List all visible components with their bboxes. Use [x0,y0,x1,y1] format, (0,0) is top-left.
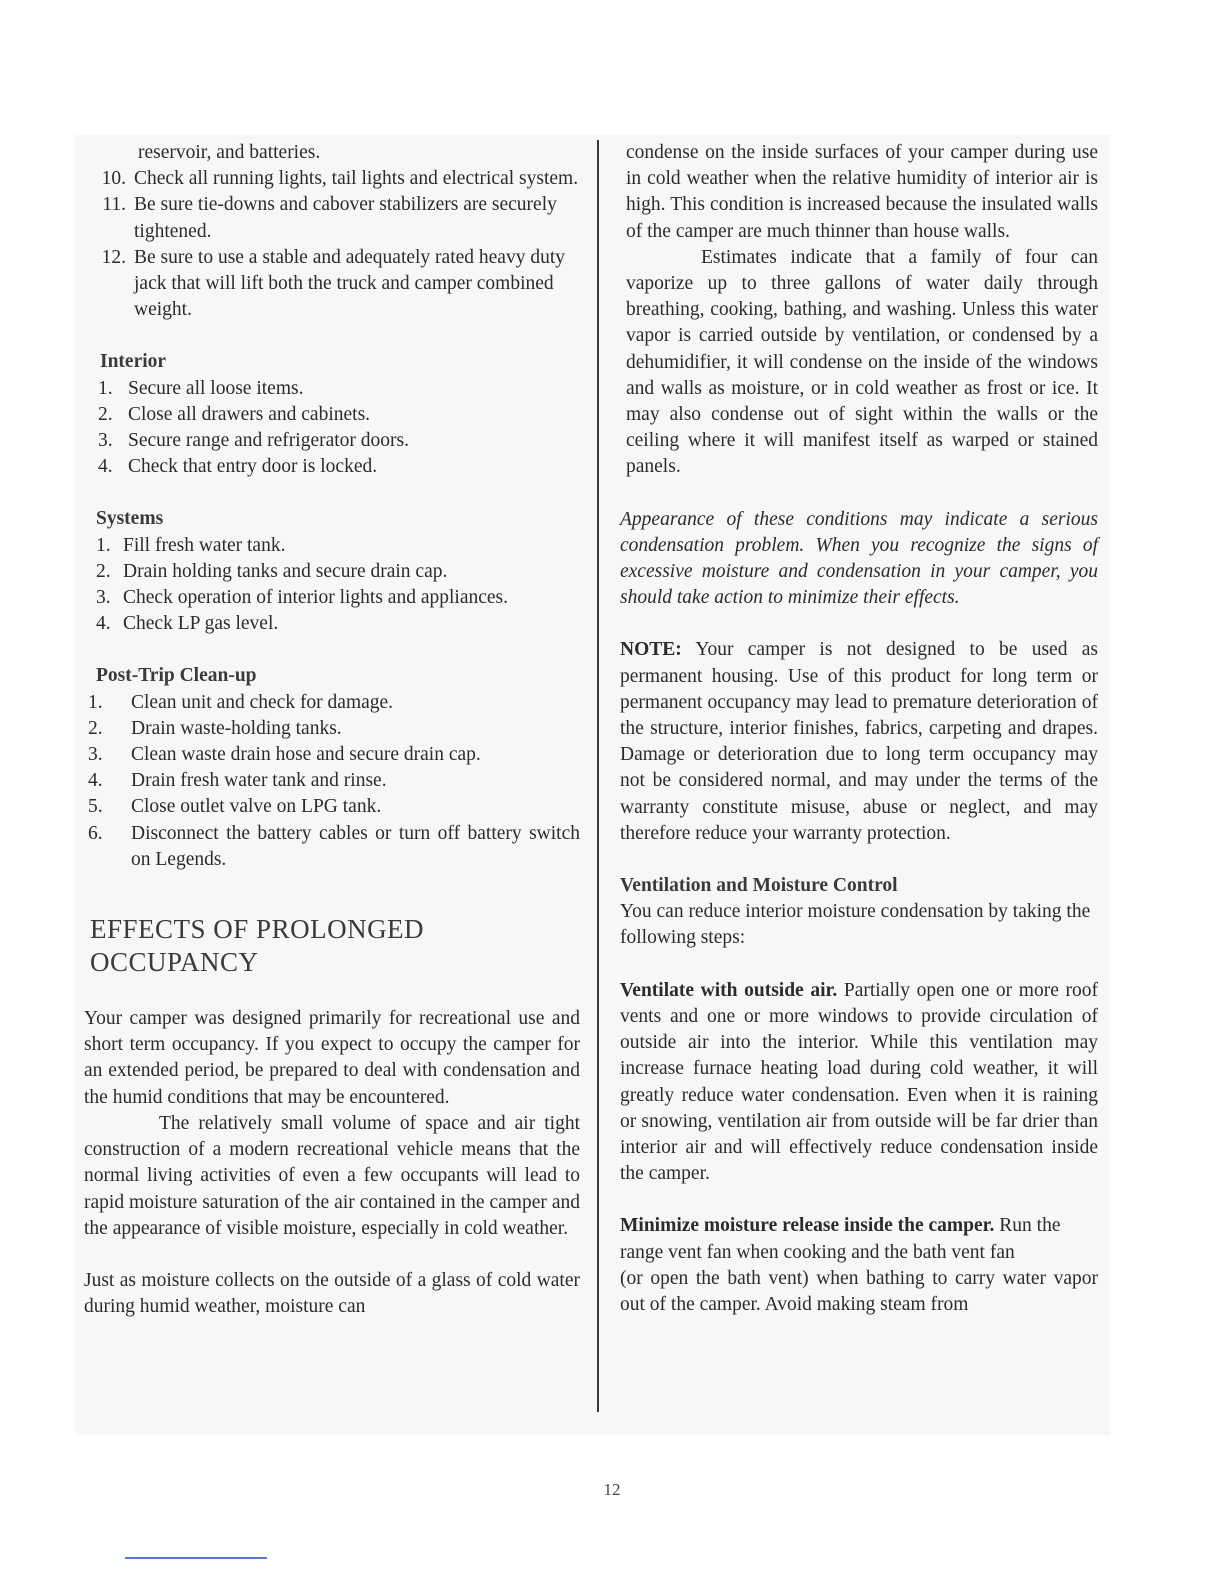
systems-heading: Systems [96,508,164,530]
footer-rule [125,1557,267,1559]
ventilate-text: Partially open one or more roof vents and one or more windows to provide circulation of outside air into the interior. While this ventilation may increase furnace heating load during cold weather, it will greatly reduce water condensation. Even when it is raining or snowing, ventilation air from outside will be far drier than interior air and will effectively reduce condensation inside the camper. [620,979,1098,1185]
list-item: 6. Disconnect the battery cables or turn off battery switch on Legends. [88,822,580,870]
list-item: 10. Check all running lights, tail lights and electrical system. [101,168,579,190]
section-title [84,913,580,979]
paragraph: Just as moisture collects on the outside of a glass of cold water during humid weather, moisture can [84,1269,580,1318]
section-title-line1: EFFECTS OF PROLONGED [90,914,425,945]
continuation-text: reservoir, and batteries. [138,142,321,163]
note-text: Your camper is not designed to be used as permanent housing. Use of this product for long term or permanent occupancy may lead to premature deterioration of the structure, interior finishes, fabrics, carpeting and drapes. Damage or deterioration due to long term occupancy may not be considered normal, and may under the terms of the warranty constitute misuse, abuse or neglect, and may therefore reduce your warranty protection. [620,639,1098,844]
list-item: 1. Clean unit and check for damage. [88,691,394,713]
page-number: 12 [603,1480,621,1499]
right-column [620,140,1098,1318]
list-item: 4. Check LP gas level. [96,613,279,635]
list-item: 3. Check operation of interior lights and appliances. [96,587,509,609]
posttrip-heading: Post-Trip Clean-up [96,665,257,687]
paragraph: (or open the bath vent) when bathing to carry water vapor out of the camper. Avoid making steam from [620,1267,1098,1315]
list-item: 1. Fill fresh water tank. [96,534,286,556]
ventilate-label: Ventilate with outside air. [620,979,838,1001]
paragraph: Your camper was designed primarily for recreational use and short term occupancy. If you expect to occupy the camper for an extended period, be prepared to deal with condensation and the humid conditions that may be encountered. [84,1008,580,1108]
interior-list [98,376,580,481]
paragraph: Estimates indicate that a family of four can vaporize up to three gallons of water daily through breathing, cooking, bathing, and washing. Unless this water vapor is carried outside by ventilation, or condensed by a dehumidifier, it will condense on the inside of the windows and walls as moisture, or in cold weather as frost or ice. It may also condense out of sight within the walls or the ceiling where it will manifest itself as warped or stained panels. [626,246,1098,478]
paragraph: condense on the inside surfaces of your camper during use in cold weather when the relative humidity of interior air is high. This condition is increased because the insulated walls of the camper are much thinner than house walls. [626,142,1098,242]
column-divider [597,140,599,1412]
left-column [84,140,580,1320]
ventilate-paragraph [620,978,1098,1188]
list-item: 3. Clean waste drain hose and secure drain cap. [88,744,481,766]
list-item: 2. Close all drawers and cabinets. [98,403,371,425]
ventilation-heading: Ventilation and Moisture Control [620,875,898,897]
paragraph: The relatively small volume of space and air tight construction of a modern recreational vehicle means that the normal living activities of even a few occupants will lead to rapid moisture saturation of the air contained in the camper and the appearance of visible moisture, especially in cold weather. [84,1112,580,1239]
italic-warning: Appearance of these conditions may indicate a serious condensation problem. When you recognize the signs of excessive moisture and condensation in your camper, you should take action to minimize their effects. [620,508,1098,609]
minimize-label: Minimize moisture release inside the camper. [620,1215,995,1237]
interior-heading: Interior [100,351,167,373]
list-item: 12. Be sure to use a stable and adequately rated heavy duty jack that will lift both the truck and camper combined weight. [101,246,566,321]
list-item: 2. Drain waste-holding tanks. [88,717,342,739]
systems-list [96,533,580,638]
pretrip-list [100,166,580,323]
note-label: NOTE: [620,639,682,661]
list-item: 2. Drain holding tanks and secure drain cap. [96,560,448,582]
list-item: 1. Secure all loose items. [98,377,304,399]
section-title-line2: OCCUPANCY [90,947,259,978]
note-paragraph [620,637,1098,847]
minimize-paragraph [620,1213,1098,1265]
list-item: 3. Secure range and refrigerator doors. [98,430,409,452]
list-item: 11. Be sure tie-downs and cabover stabilizers are securely tightened. [102,194,557,242]
list-item: 4. Drain fresh water tank and rinse. [88,770,387,792]
posttrip-list [88,690,580,873]
paragraph: You can reduce interior moisture condensation by taking the following steps: [620,901,1091,949]
list-item: 5. Close outlet valve on LPG tank. [88,796,382,818]
minimize-text: Run the range vent fan when cooking and the bath vent fan [620,1215,1061,1263]
list-item: 4. Check that entry door is locked. [98,456,378,478]
